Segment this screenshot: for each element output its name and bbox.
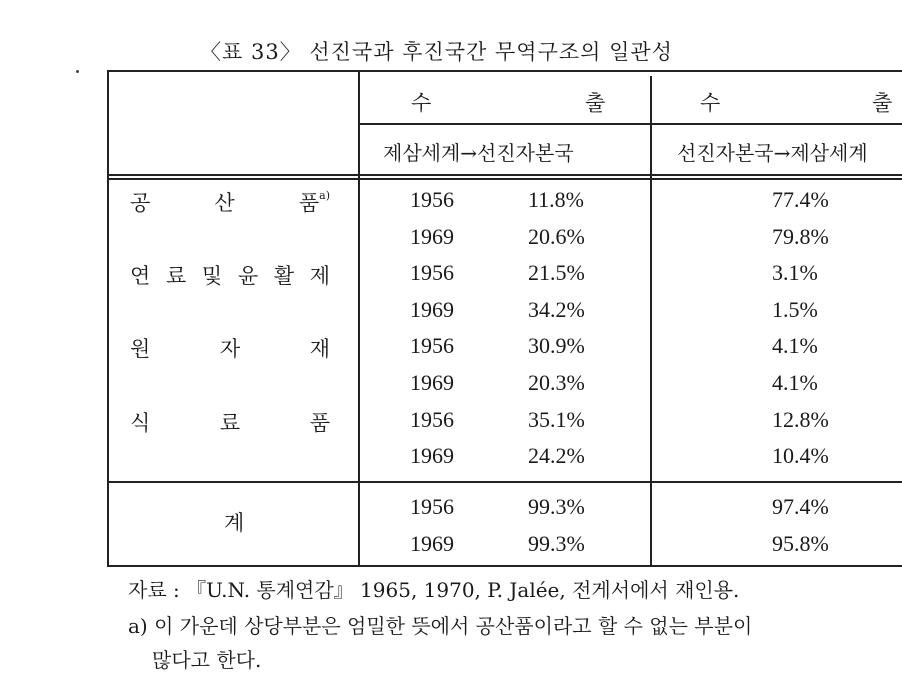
source-note: 자료 : 『U.N. 통계연감』 1965, 1970, P. Jalée, 전게서에서 재인용. xyxy=(128,578,740,602)
row-value-col1: 35.1% xyxy=(528,407,585,432)
category-char xyxy=(299,187,330,217)
category-char: 료 xyxy=(219,411,241,435)
row-value-col1: 24.2% xyxy=(528,443,585,468)
row-value-col2: 4.1% xyxy=(772,370,818,395)
header-bottom-rule-1 xyxy=(107,174,902,176)
row-value-col2: 1.5% xyxy=(772,297,818,322)
row-year: 1969 xyxy=(410,224,454,249)
row-value-col1: 30.9% xyxy=(528,333,585,358)
row-value-col1: 20.6% xyxy=(528,224,585,249)
row-value-col1: 11.8% xyxy=(528,187,585,212)
row-year: 1969 xyxy=(410,443,454,468)
header-col1-sub: 제삼세계→선진자본국 xyxy=(383,141,574,165)
category-label xyxy=(130,333,330,363)
table-title: 〈표 33〉 선진국과 후진국간 무역구조의 일관성 xyxy=(200,40,673,64)
total-year-1: 1956 xyxy=(410,494,454,519)
category-char: 윤 xyxy=(237,264,259,288)
row-year: 1956 xyxy=(410,260,454,285)
header-col2-sub: 선진자본국→제삼세계 xyxy=(677,141,868,165)
category-char: 료 xyxy=(165,264,187,288)
row-year: 1956 xyxy=(410,187,454,212)
header-col1-right: 출 xyxy=(585,91,606,115)
total-value-col1-2: 99.3% xyxy=(528,531,585,556)
row-value-col1: 34.2% xyxy=(528,297,585,322)
category-label xyxy=(130,260,330,290)
row-value-col2: 4.1% xyxy=(772,333,818,358)
header-col2-right: 출 xyxy=(872,91,893,115)
category-char: 활 xyxy=(273,264,295,288)
category-char: 연 xyxy=(130,264,151,288)
category-char-text: 품 xyxy=(298,191,320,215)
column-divider-category xyxy=(358,70,360,567)
category-char: 품 xyxy=(309,411,330,435)
category-char: 식 xyxy=(130,411,151,435)
total-value-col2-1: 97.4% xyxy=(772,494,829,519)
header-col1-left: 수 xyxy=(411,91,432,115)
stray-mark xyxy=(76,70,79,73)
category-char: 재 xyxy=(309,337,330,361)
total-value-col1-1: 99.3% xyxy=(528,494,585,519)
total-top-rule xyxy=(107,481,902,483)
category-char: 제 xyxy=(309,264,330,288)
total-year-2: 1969 xyxy=(410,531,454,556)
footnote-marker: a) xyxy=(319,189,330,202)
footnote-a-continued: 많다고 한다. xyxy=(152,648,262,672)
row-year: 1969 xyxy=(410,370,454,395)
total-label: 계 xyxy=(224,511,245,535)
row-value-col1: 21.5% xyxy=(528,260,585,285)
column-divider-exports xyxy=(650,76,652,566)
header-bottom-rule-2 xyxy=(107,178,902,180)
row-year: 1956 xyxy=(410,333,454,358)
row-value-col2: 3.1% xyxy=(772,260,818,285)
footnote-a: a) 이 가운데 상당부분은 엄밀한 뜻에서 공산품이라고 할 수 없는 부분이 xyxy=(128,614,753,638)
header-sub-divider xyxy=(358,123,902,125)
category-char: 산 xyxy=(214,191,235,215)
category-label xyxy=(130,187,330,217)
category-char: 원 xyxy=(130,337,151,361)
category-label xyxy=(130,407,330,437)
category-char: 자 xyxy=(219,337,241,361)
row-value-col2: 77.4% xyxy=(772,187,829,212)
total-value-col2-2: 95.8% xyxy=(772,531,829,556)
category-char: 및 xyxy=(201,264,223,288)
row-year: 1956 xyxy=(410,407,454,432)
header-col2-left: 수 xyxy=(700,91,721,115)
row-value-col1: 20.3% xyxy=(528,370,585,395)
row-value-col2: 12.8% xyxy=(772,407,829,432)
row-year: 1969 xyxy=(410,297,454,322)
category-char: 공 xyxy=(130,191,151,215)
row-value-col2: 10.4% xyxy=(772,443,829,468)
row-value-col2: 79.8% xyxy=(772,224,829,249)
